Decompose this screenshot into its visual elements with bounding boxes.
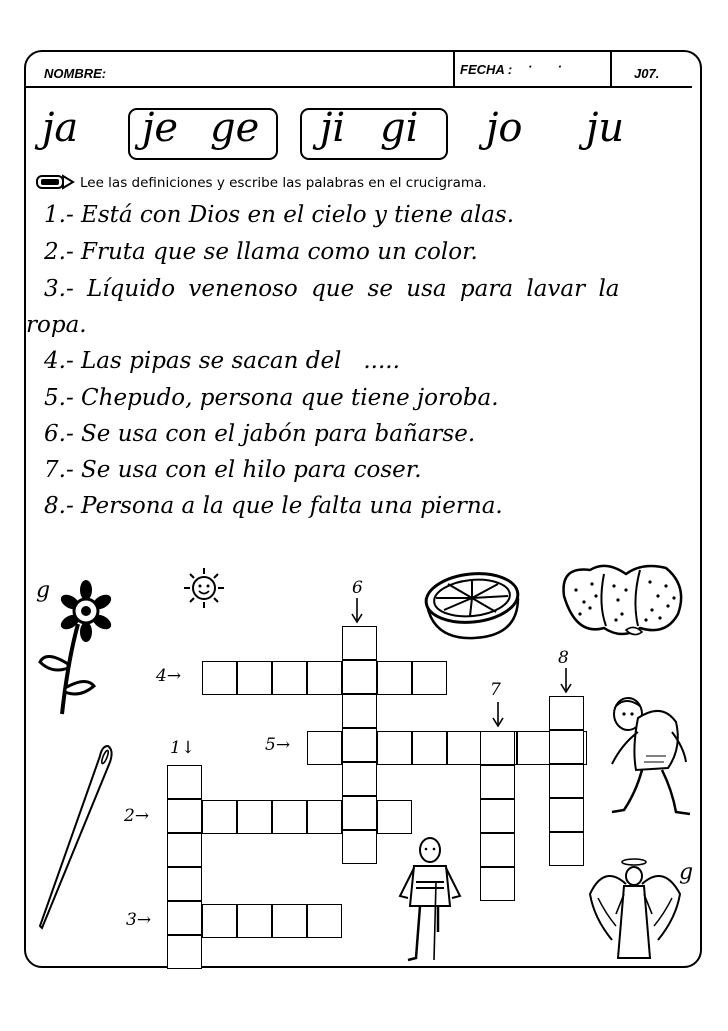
crossword-cell-word-8[interactable]	[549, 798, 584, 832]
crossword-cell-word-8[interactable]	[549, 730, 584, 764]
clue-7: 7	[490, 680, 501, 700]
crossword-cell-word-6[interactable]	[342, 830, 377, 864]
needle-icon	[36, 744, 116, 932]
crossword-cell-word-1[interactable]	[167, 833, 202, 867]
definition-1: 1.- Está con Dios en el cielo y tiene alas.	[44, 202, 515, 228]
clue-4: 4→	[156, 666, 182, 686]
date-label: FECHA :	[460, 62, 513, 77]
crossword-cell-word-4[interactable]	[377, 661, 412, 695]
clue-5: 5→	[265, 735, 291, 755]
one-legged-man-icon	[392, 836, 468, 966]
crossword-cell-word-1[interactable]	[167, 799, 202, 833]
date-dots: · ·	[528, 59, 562, 74]
bush-icon	[556, 556, 688, 642]
crossword-cell-word-5[interactable]	[447, 731, 482, 765]
crossword-cell-word-5[interactable]	[517, 731, 552, 765]
clue-3: 3→	[126, 910, 152, 930]
crossword-cell-word-3[interactable]	[237, 904, 272, 938]
sun-icon	[180, 566, 228, 610]
crossword-cell-word-1[interactable]	[167, 935, 202, 969]
definition-7: 7.- Se usa con el hilo para coser.	[44, 457, 422, 483]
definition-6: 6.- Se usa con el jabón para bañarse.	[44, 421, 476, 447]
crossword-cell-word-1[interactable]	[167, 765, 202, 799]
crossword-cell-word-2[interactable]	[202, 800, 237, 834]
pencil-icon	[36, 174, 74, 190]
definition-3: 3.- Líquido venenoso que se usa para lavar la	[44, 276, 620, 302]
crossword-cell-word-5[interactable]	[412, 731, 447, 765]
definition-5: 5.- Chepudo, persona que tiene joroba.	[44, 385, 499, 411]
definition-4: 4.- Las pipas se sacan del .....	[44, 348, 400, 374]
clue-1: 1↓	[170, 738, 196, 758]
definition-8: 8.- Persona a la que le falta una pierna.	[44, 493, 503, 519]
crossword-cell-word-3[interactable]	[272, 904, 307, 938]
syllable-jo: jo	[486, 105, 523, 151]
crossword-cell-word-5[interactable]	[377, 731, 412, 765]
crossword-cell-word-7[interactable]	[480, 731, 515, 765]
crossword-cell-word-4[interactable]	[412, 661, 447, 695]
crossword-cell-word-8[interactable]	[549, 696, 584, 730]
crossword-cell-word-2[interactable]	[307, 800, 342, 834]
crossword-cell-word-3[interactable]	[307, 904, 342, 938]
crossword-cell-word-8[interactable]	[549, 832, 584, 866]
crossword-cell-word-2[interactable]	[377, 800, 412, 834]
crossword-cell-word-1[interactable]	[167, 867, 202, 901]
clue-8: 8	[558, 648, 569, 668]
syllable-ji: ji	[320, 105, 346, 151]
crossword-cell-word-7[interactable]	[480, 867, 515, 901]
crossword-cell-word-4[interactable]	[272, 661, 307, 695]
crossword-cell-word-6[interactable]	[342, 660, 377, 694]
crossword-cell-word-7[interactable]	[480, 833, 515, 867]
syllable-je: je	[142, 105, 179, 151]
syllable-ja: ja	[42, 105, 79, 151]
crossword-cell-word-3[interactable]	[202, 904, 237, 938]
syllable-ju: ju	[586, 105, 625, 151]
sunflower-icon	[38, 580, 108, 720]
crossword-cell-word-4[interactable]	[202, 661, 237, 695]
crossword-cell-word-6[interactable]	[342, 626, 377, 660]
syllable-gi: gi	[380, 105, 419, 151]
crossword-cell-word-7[interactable]	[480, 765, 515, 799]
crossword-cell-word-4[interactable]	[237, 661, 272, 695]
instruction-text: Lee las definiciones y escribe las palabras en el crucigrama.	[80, 175, 487, 191]
clue-6: 6	[352, 578, 363, 598]
sheet-code: J07.	[634, 66, 660, 81]
crossword-cell-word-5[interactable]	[307, 731, 342, 765]
hunchback-icon	[602, 692, 692, 822]
crossword-cell-word-2[interactable]	[272, 800, 307, 834]
crossword-cell-word-6[interactable]	[342, 796, 377, 830]
crossword-cell-word-6[interactable]	[342, 762, 377, 796]
crossword-cell-word-8[interactable]	[549, 764, 584, 798]
crossword-cell-word-7[interactable]	[480, 799, 515, 833]
name-label: NOMBRE:	[44, 66, 107, 81]
angel-icon	[586, 854, 686, 962]
crossword-cell-word-6[interactable]	[342, 728, 377, 762]
arrow-down-8	[559, 668, 573, 694]
arrow-down-7	[491, 702, 505, 728]
clue-2: 2→	[124, 806, 150, 826]
orange-icon	[422, 566, 522, 642]
crossword-cell-word-4[interactable]	[307, 661, 342, 695]
definition-2: 2.- Fruta que se llama como un color.	[44, 239, 478, 265]
sunflower-letter: g	[36, 578, 51, 603]
definition-3-continued: ropa.	[26, 312, 87, 338]
syllable-ge: ge	[210, 105, 260, 151]
crossword-cell-word-2[interactable]	[237, 800, 272, 834]
angel-letter: g	[679, 860, 694, 885]
crossword-cell-word-1[interactable]	[167, 901, 202, 935]
arrow-down-6	[350, 598, 364, 624]
crossword-cell-word-6[interactable]	[342, 694, 377, 728]
